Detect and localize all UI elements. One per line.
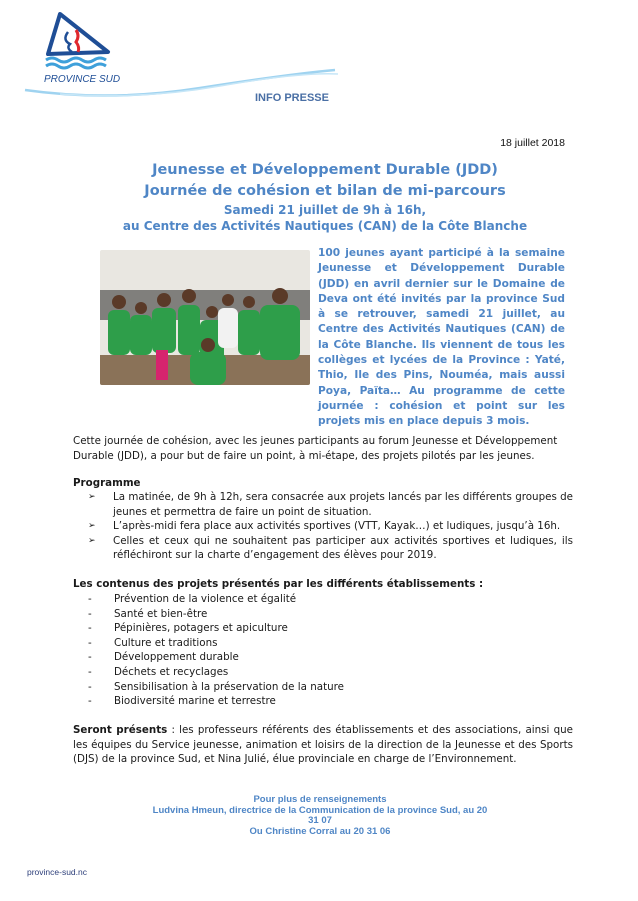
- intro-paragraph: Cette journée de cohésion, avec les jeunes participants au forum Jeunesse et Développement Durable (JDD), a pour but de faire un point, à mi-étape, des projets pilotés par les jeunes.: [73, 435, 558, 462]
- contents-list: [88, 592, 344, 709]
- dash-bullet-icon: -: [88, 695, 92, 708]
- contents-item: - Pépinières, potagers et apiculture: [88, 622, 288, 635]
- programme-item: ➢ L’après-midi fera place aux activités sportives (VTT, Kayak…) et ludiques, jusqu’à 16h.: [88, 520, 561, 532]
- event-date: Samedi 21 juillet de 9h à 16h,: [223, 203, 427, 217]
- programme-list: [88, 490, 573, 563]
- arrow-bullet-icon: ➢: [88, 492, 96, 502]
- dash-bullet-icon: -: [88, 607, 92, 620]
- group-photo: [100, 250, 310, 385]
- dash-bullet-icon: -: [88, 636, 92, 649]
- event-location: au Centre des Activités Nautiques (CAN) de la Côte Blanche: [122, 219, 528, 233]
- press-date: 18 juillet 2018: [500, 137, 565, 149]
- contents-item: - Déchets et recyclages: [88, 665, 229, 678]
- dash-bullet-icon: -: [88, 680, 92, 693]
- contents-heading: Les contenus des projets présentés par les différents établissements :: [73, 578, 484, 590]
- contents-item: - Biodiversité marine et terrestre: [88, 695, 276, 708]
- main-title: Jeunesse et Développement Durable (JDD): [152, 162, 498, 178]
- website-link[interactable]: province-sud.nc: [27, 867, 88, 877]
- title-block: [70, 160, 580, 234]
- dash-bullet-icon: -: [88, 651, 92, 664]
- lead-paragraph: 100 jeunes ayant participé à la semaine Jeunesse et Développement Durable (JDD) en avril dernier sur le Domaine de Deva ont été invités par la province Sud à se retrouver, samedi 21 juillet, au Centre des Activités Nautiques (CAN) de la Côte Blanche. Ils viennent de tous les collèges et lycées de la Province : Yaté, Thio, Ile des Pins, Nouméa, mais aussi Poya, Païta… Au programme de cette journée : cohésion et point sur les projets mis en place depuis 3 mois.: [318, 247, 565, 428]
- attendees-label: Seront présents: [73, 724, 168, 736]
- contents-item: - Sensibilisation à la préservation de la nature: [88, 680, 344, 693]
- contents-item: - Prévention de la violence et égalité: [88, 593, 297, 605]
- info-presse-label: INFO PRESSE: [255, 92, 329, 104]
- dash-bullet-icon: -: [88, 622, 92, 635]
- arrow-bullet-icon: ➢: [88, 535, 96, 546]
- programme-item: ➢ La matinée, de 9h à 12h, sera consacrée aux projets lancés par les différents groupes de jeunes et permettra de faire un point de situation.: [88, 491, 573, 518]
- svg-text:PROVINCE SUD: PROVINCE SUD: [44, 74, 120, 84]
- arrow-bullet-icon: ➢: [88, 521, 96, 531]
- programme-item: ➢ Celles et ceux qui ne souhaitent pas participer aux activités sportives et ludiques, ils réfléchiront sur la charte d’engagement des élèves pour 2019.: [88, 534, 573, 561]
- subtitle: Journée de cohésion et bilan de mi-parcours: [144, 183, 506, 199]
- contents-item: - Santé et bien-être: [88, 607, 208, 620]
- dash-bullet-icon: -: [88, 593, 92, 605]
- programme-heading: Programme: [73, 477, 141, 489]
- attendees-paragraph: Seront présents : les professeurs référents des établissements et des associations, ainsi que les équipes du Service jeunesse, animation et loisirs de la direction de la Jeunesse et des Sports (DJS) de la province Sud, et Nina Julié, élue provinciale en charge de l’Environnement.: [73, 724, 573, 765]
- dash-bullet-icon: -: [88, 665, 92, 678]
- contents-item: - Culture et traditions: [88, 636, 218, 649]
- contact-footer: Pour plus de renseignements Ludvina Hmeun, directrice de la Communication de la province Sud, au 20 31 07 Ou Christine Corral au 20 31 06: [152, 794, 488, 837]
- contents-item: - Développement durable: [88, 651, 239, 664]
